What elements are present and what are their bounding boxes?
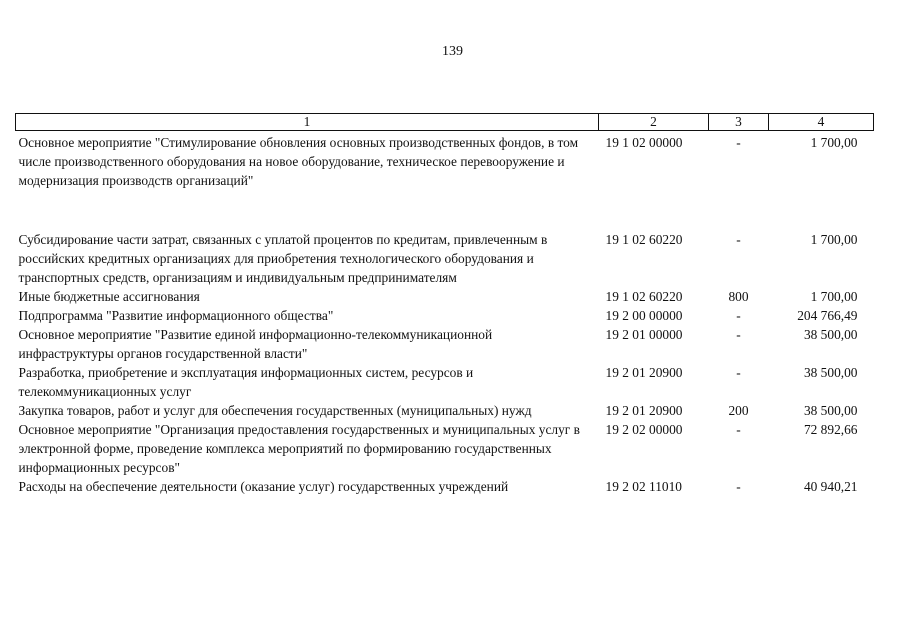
table-row (16, 477, 874, 496)
row-expense-type: - (736, 135, 741, 150)
row-name: Субсидирование части затрат, связанных с уплатой процентов по кредитам, привлеченным в российских кредитных организациях для приобретения технологического оборудования и транспортных средств, организациям и индивидуальным предпринимателям (18, 232, 548, 285)
row-code: 19 1 02 60220 (605, 232, 683, 247)
row-code: 19 2 01 20900 (605, 365, 683, 380)
row-expense-type: - (736, 308, 741, 323)
row-name: Расходы на обеспечение деятельности (оказание услуг) государственных учреждений (18, 479, 509, 494)
row-expense-type: 800 (728, 289, 749, 304)
column-header-1: 1 (16, 114, 599, 131)
row-expense-type: - (736, 365, 741, 380)
row-name: Закупка товаров, работ и услуг для обеспечения государственных (муниципальных) нужд (18, 403, 532, 418)
row-amount: 1 700,00 (810, 289, 858, 304)
row-code: 19 2 02 11010 (605, 479, 682, 494)
column-header-2: 2 (599, 114, 709, 131)
row-expense-type: - (736, 327, 741, 342)
row-amount: 40 940,21 (803, 479, 858, 494)
table-row (16, 287, 874, 306)
table-row (16, 306, 874, 325)
row-amount: 204 766,49 (797, 308, 858, 323)
row-code: 19 1 02 60220 (605, 289, 683, 304)
column-header-4: 4 (769, 114, 874, 131)
row-name: Основное мероприятие "Стимулирование обновления основных производственных фондов, в том числе производственного оборудования на новое оборудование, техническое перевооружение и модернизация производств организаций" (18, 135, 579, 188)
row-amount: 1 700,00 (810, 232, 858, 247)
row-amount: 1 700,00 (810, 135, 858, 150)
row-amount: 38 500,00 (803, 365, 858, 380)
row-name: Иные бюджетные ассигнования (18, 289, 200, 304)
row-name: Подпрограмма "Развитие информационного общества" (18, 308, 334, 323)
table-body (16, 131, 874, 497)
row-code: 19 2 02 00000 (605, 422, 683, 437)
table-row (16, 420, 874, 477)
table-row (16, 401, 874, 420)
table-row (16, 131, 874, 231)
row-name: Основное мероприятие "Развитие единой информационно-телекоммуникационной инфраструктуры органов государственной власти" (18, 327, 493, 361)
table-header (16, 114, 874, 131)
budget-table (15, 113, 874, 496)
table-row (16, 325, 874, 363)
row-code: 19 2 01 00000 (605, 327, 683, 342)
row-code: 19 2 01 20900 (605, 403, 683, 418)
row-expense-type: 200 (728, 403, 749, 418)
page-number: 139 (442, 44, 463, 59)
table-row (16, 230, 874, 287)
column-header-3: 3 (709, 114, 769, 131)
row-code: 19 1 02 00000 (605, 135, 683, 150)
row-expense-type: - (736, 232, 741, 247)
row-amount: 38 500,00 (803, 327, 858, 342)
header-row (16, 114, 874, 131)
row-amount: 38 500,00 (803, 403, 858, 418)
row-expense-type: - (736, 479, 741, 494)
row-name: Основное мероприятие "Организация предоставления государственных и муниципальных услуг в электронной форме, проведение комплекса мероприятий по формированию государственных информационных ресурсов" (18, 422, 580, 475)
row-code: 19 2 00 00000 (605, 308, 683, 323)
row-amount: 72 892,66 (803, 422, 858, 437)
row-name: Разработка, приобретение и эксплуатация информационных систем, ресурсов и телекоммуникационных услуг (18, 365, 474, 399)
table-row (16, 363, 874, 401)
row-expense-type: - (736, 422, 741, 437)
